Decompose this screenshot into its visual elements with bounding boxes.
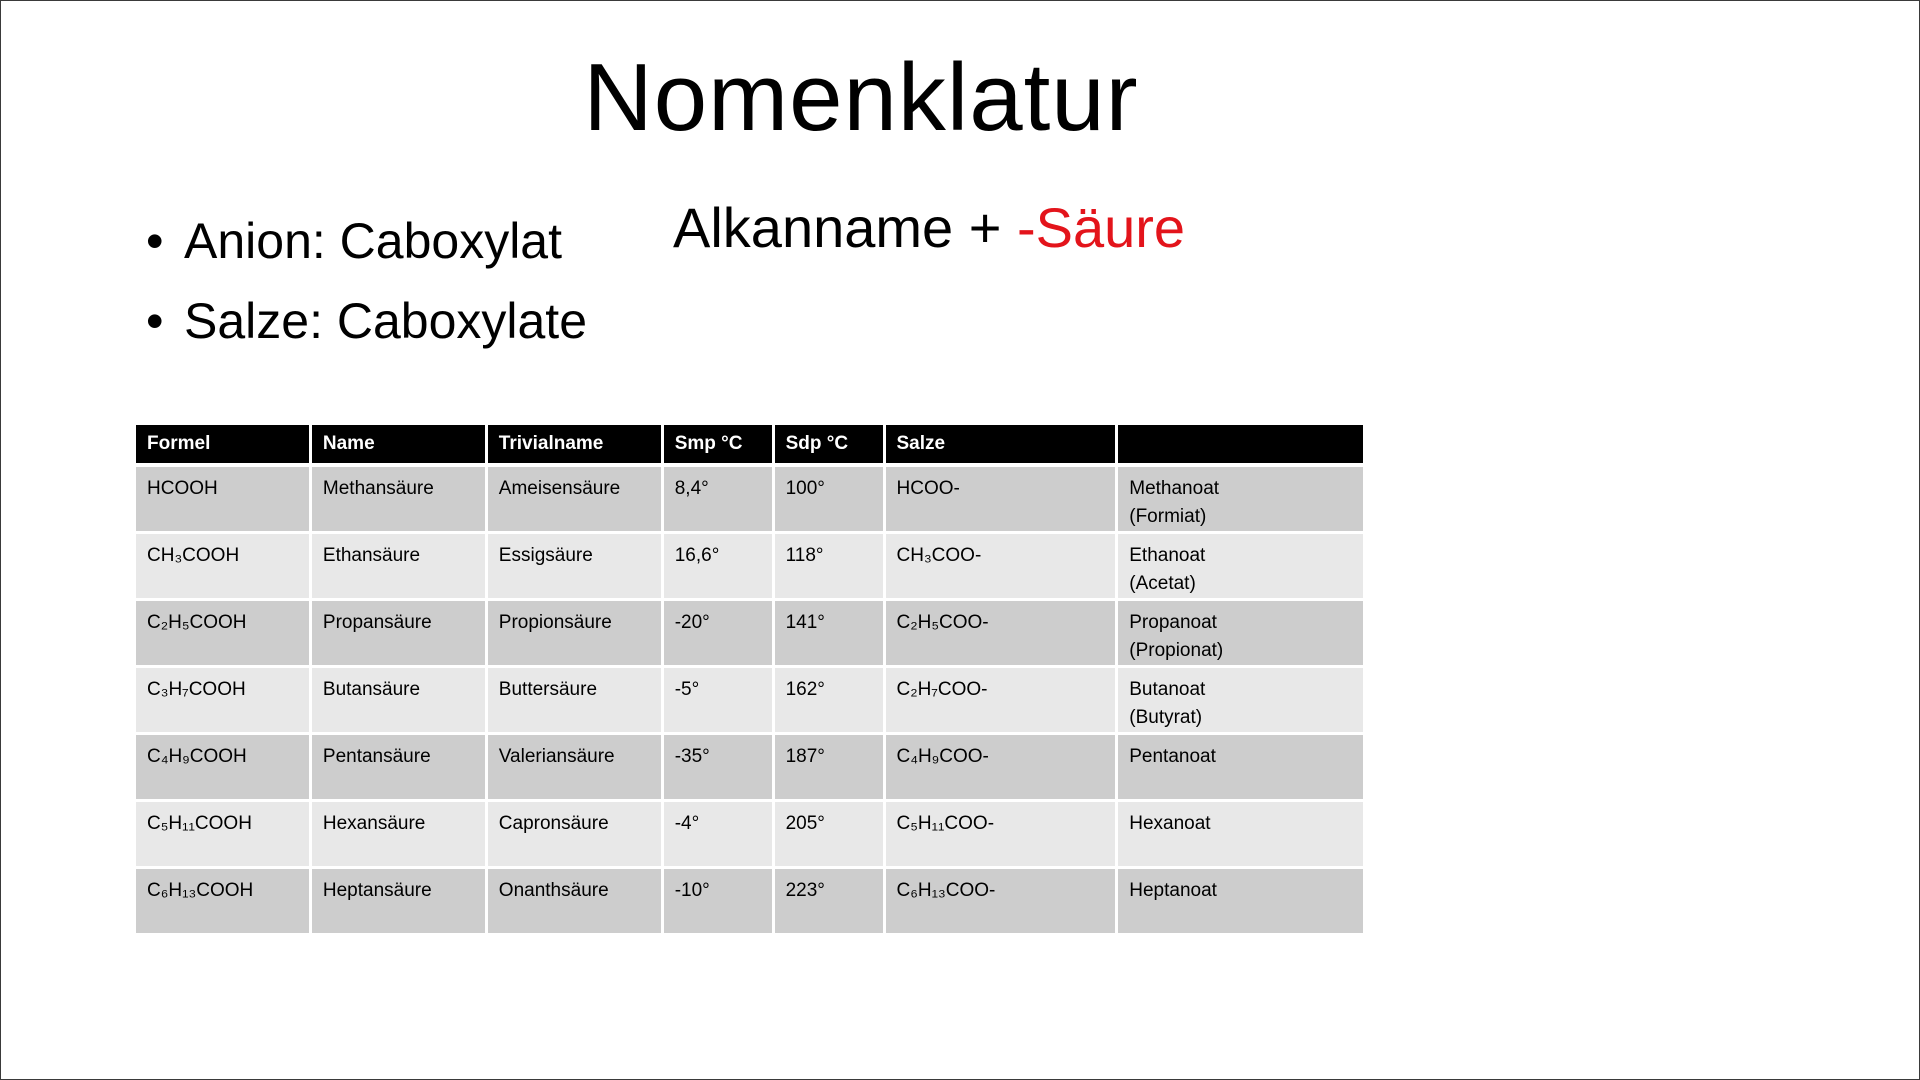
cell-salze: C₂H₅COO- xyxy=(886,601,1116,668)
cell-smp: -4° xyxy=(664,802,772,869)
formula-prefix: Alkanname + xyxy=(673,196,1017,259)
cell-trivialname: Ameisensäure xyxy=(488,467,661,534)
cell-name: Pentansäure xyxy=(312,735,485,802)
salt-name-line: Heptanoat xyxy=(1129,880,1217,901)
cell-formel: HCOOH xyxy=(136,467,309,534)
cell-trivialname: Buttersäure xyxy=(488,668,661,735)
cell-salt-name xyxy=(1118,802,1363,869)
cell-trivialname: Propionsäure xyxy=(488,601,661,668)
cell-salt-name xyxy=(1118,534,1363,601)
table-row xyxy=(136,601,1363,668)
header-salt-name xyxy=(1118,425,1363,467)
header-trivialname: Trivialname xyxy=(488,425,661,467)
bullet-item: • Anion: Caboxylat xyxy=(146,201,587,281)
salt-name-line: Pentanoat xyxy=(1129,746,1216,767)
salt-trivial-name-line: (Formiat) xyxy=(1129,506,1207,527)
cell-sdp: 100° xyxy=(775,467,883,534)
cell-smp: -20° xyxy=(664,601,772,668)
cell-sdp: 223° xyxy=(775,869,883,936)
cell-sdp: 187° xyxy=(775,735,883,802)
cell-salze: CH₃COO- xyxy=(886,534,1116,601)
cell-salze: C₄H₉COO- xyxy=(886,735,1116,802)
header-sdp: Sdp °C xyxy=(775,425,883,467)
cell-formel: C₄H₉COOH xyxy=(136,735,309,802)
cell-smp: 16,6° xyxy=(664,534,772,601)
cell-smp: -35° xyxy=(664,735,772,802)
table-header-row xyxy=(136,425,1363,467)
table-row xyxy=(136,534,1363,601)
header-formel: Formel xyxy=(136,425,309,467)
cell-formel: C₅H₁₁COOH xyxy=(136,802,309,869)
cell-name: Methansäure xyxy=(312,467,485,534)
salt-name-line: Ethanoat xyxy=(1129,545,1206,566)
cell-salt-name xyxy=(1118,735,1363,802)
cell-formel: C₆H₁₃COOH xyxy=(136,869,309,936)
salt-trivial-name-line: (Butyrat) xyxy=(1129,707,1203,728)
salt-name-line: Methanoat xyxy=(1129,478,1220,499)
cell-smp: -10° xyxy=(664,869,772,936)
bullet-dot-icon: • xyxy=(146,293,164,349)
header-name: Name xyxy=(312,425,485,467)
cell-trivialname: Capronsäure xyxy=(488,802,661,869)
salt-trivial-name-line: (Acetat) xyxy=(1129,573,1196,594)
naming-formula xyxy=(673,193,1185,263)
cell-salt-name xyxy=(1118,601,1363,668)
cell-name: Ethansäure xyxy=(312,534,485,601)
table-row xyxy=(136,735,1363,802)
cell-salt-name xyxy=(1118,869,1363,936)
cell-trivialname: Valeriansäure xyxy=(488,735,661,802)
header-smp: Smp °C xyxy=(664,425,772,467)
cell-salze: C₅H₁₁COO- xyxy=(886,802,1116,869)
table-row xyxy=(136,869,1363,936)
cell-salze: C₆H₁₃COO- xyxy=(886,869,1116,936)
cell-salt-name xyxy=(1118,467,1363,534)
cell-formel: C₂H₅COOH xyxy=(136,601,309,668)
table-row xyxy=(136,802,1363,869)
cell-salze: C₂H₇COO- xyxy=(886,668,1116,735)
nomenclature-table xyxy=(133,425,1366,936)
cell-smp: 8,4° xyxy=(664,467,772,534)
cell-salt-name xyxy=(1118,668,1363,735)
cell-sdp: 162° xyxy=(775,668,883,735)
cell-sdp: 205° xyxy=(775,802,883,869)
cell-name: Hexansäure xyxy=(312,802,485,869)
table-row xyxy=(136,668,1363,735)
bullet-item: • Salze: Caboxylate xyxy=(146,281,587,361)
cell-name: Butansäure xyxy=(312,668,485,735)
cell-trivialname: Essigsäure xyxy=(488,534,661,601)
cell-smp: -5° xyxy=(664,668,772,735)
slide-title: Nomenklatur xyxy=(583,44,1139,151)
bullet-list xyxy=(146,201,587,361)
cell-sdp: 118° xyxy=(775,534,883,601)
salt-trivial-name-line: (Propionat) xyxy=(1129,640,1224,661)
salt-name-line: Hexanoat xyxy=(1129,813,1211,834)
cell-salze: HCOO- xyxy=(886,467,1116,534)
cell-name: Propansäure xyxy=(312,601,485,668)
salt-name-line: Butanoat xyxy=(1129,679,1206,700)
cell-name: Heptansäure xyxy=(312,869,485,936)
cell-formel: CH₃COOH xyxy=(136,534,309,601)
formula-suffix: -Säure xyxy=(1016,196,1186,259)
header-salze: Salze xyxy=(886,425,1116,467)
cell-trivialname: Onanthsäure xyxy=(488,869,661,936)
cell-formel: C₃H₇COOH xyxy=(136,668,309,735)
bullet-dot-icon: • xyxy=(146,213,164,269)
table-row xyxy=(136,467,1363,534)
salt-name-line: Propanoat xyxy=(1129,612,1217,633)
cell-sdp: 141° xyxy=(775,601,883,668)
